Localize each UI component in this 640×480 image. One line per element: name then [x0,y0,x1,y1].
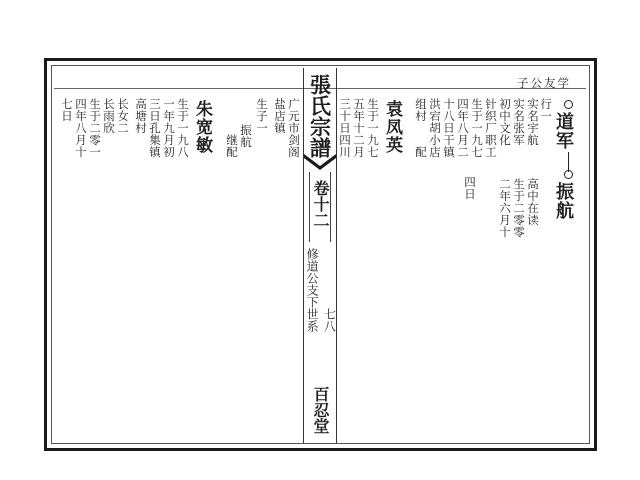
note-line: 生子一 [255,98,269,134]
volume-label-text: 卷十二 [311,180,330,228]
note-line: 配 [414,146,428,158]
note-line: 十八日干镇 [442,98,456,158]
genealogy-title-text: 張氏宗譜 [307,74,333,158]
note-line: 初中文化 [498,98,512,146]
note-line: 针织厂职工 [484,98,498,158]
note-line: 实名张军 [512,98,526,146]
note-line: 高塘村 [134,98,148,134]
note-line: 长女二 [116,98,130,134]
note-line: 生于一九八 [176,98,190,158]
header-text: 子公友学 [517,76,571,90]
note-line: 继配 [225,134,239,158]
page-number: 七八 [322,308,337,332]
note-line: 七日 [60,98,74,122]
note-line: 振航 [239,124,253,148]
lineage-link-line [568,152,569,172]
note-line: 二年六月十 [498,178,512,238]
book-spine [303,68,337,443]
lineage-node-icon [564,100,573,109]
note-line: 生于一九七 [366,98,380,158]
note-line: 盐店镇 [273,98,287,134]
lineage-child-node-icon [564,170,573,179]
hall-name-text: 百忍堂 [311,386,330,434]
second-spouse-name: 朱宽敏 [192,100,212,154]
branch-subtitle [304,248,336,335]
note-line: 生于二零零 [512,178,526,238]
note-line: 生于二零一 [88,98,102,158]
branch-subtitle-text: 修道公支下世系 [305,248,320,332]
note-line: 高中在读 [526,178,540,226]
hall-name [304,386,336,440]
note-line: 实名宇航 [526,98,540,146]
lineage-child-name: 振航 [553,182,574,220]
note-line: 三十日四川 [338,98,352,158]
note-line: 一年九月初 [162,98,176,158]
note-line: 洪宕胡小店 [428,98,442,158]
genealogy-title [304,74,336,162]
volume-label [304,180,336,232]
note-line: 组村 [414,98,428,122]
spouse-name: 袁凤英 [382,100,402,154]
note-line: 长雨欣 [102,98,116,134]
lineage-top-name: 道军 [553,112,574,150]
note-line: 生于一九七 [470,98,484,158]
note-line: 四日 [463,176,477,200]
note-line: 行一 [539,98,553,122]
note-line: 三日孔集镇 [148,98,162,158]
fishtail-mark-icon [304,154,336,170]
note-line: 四年八月十 [74,98,88,158]
note-line: 五年十二月 [352,98,366,158]
note-line: 四年八月二 [456,98,470,158]
note-line: 广元市剑阁 [287,98,301,158]
